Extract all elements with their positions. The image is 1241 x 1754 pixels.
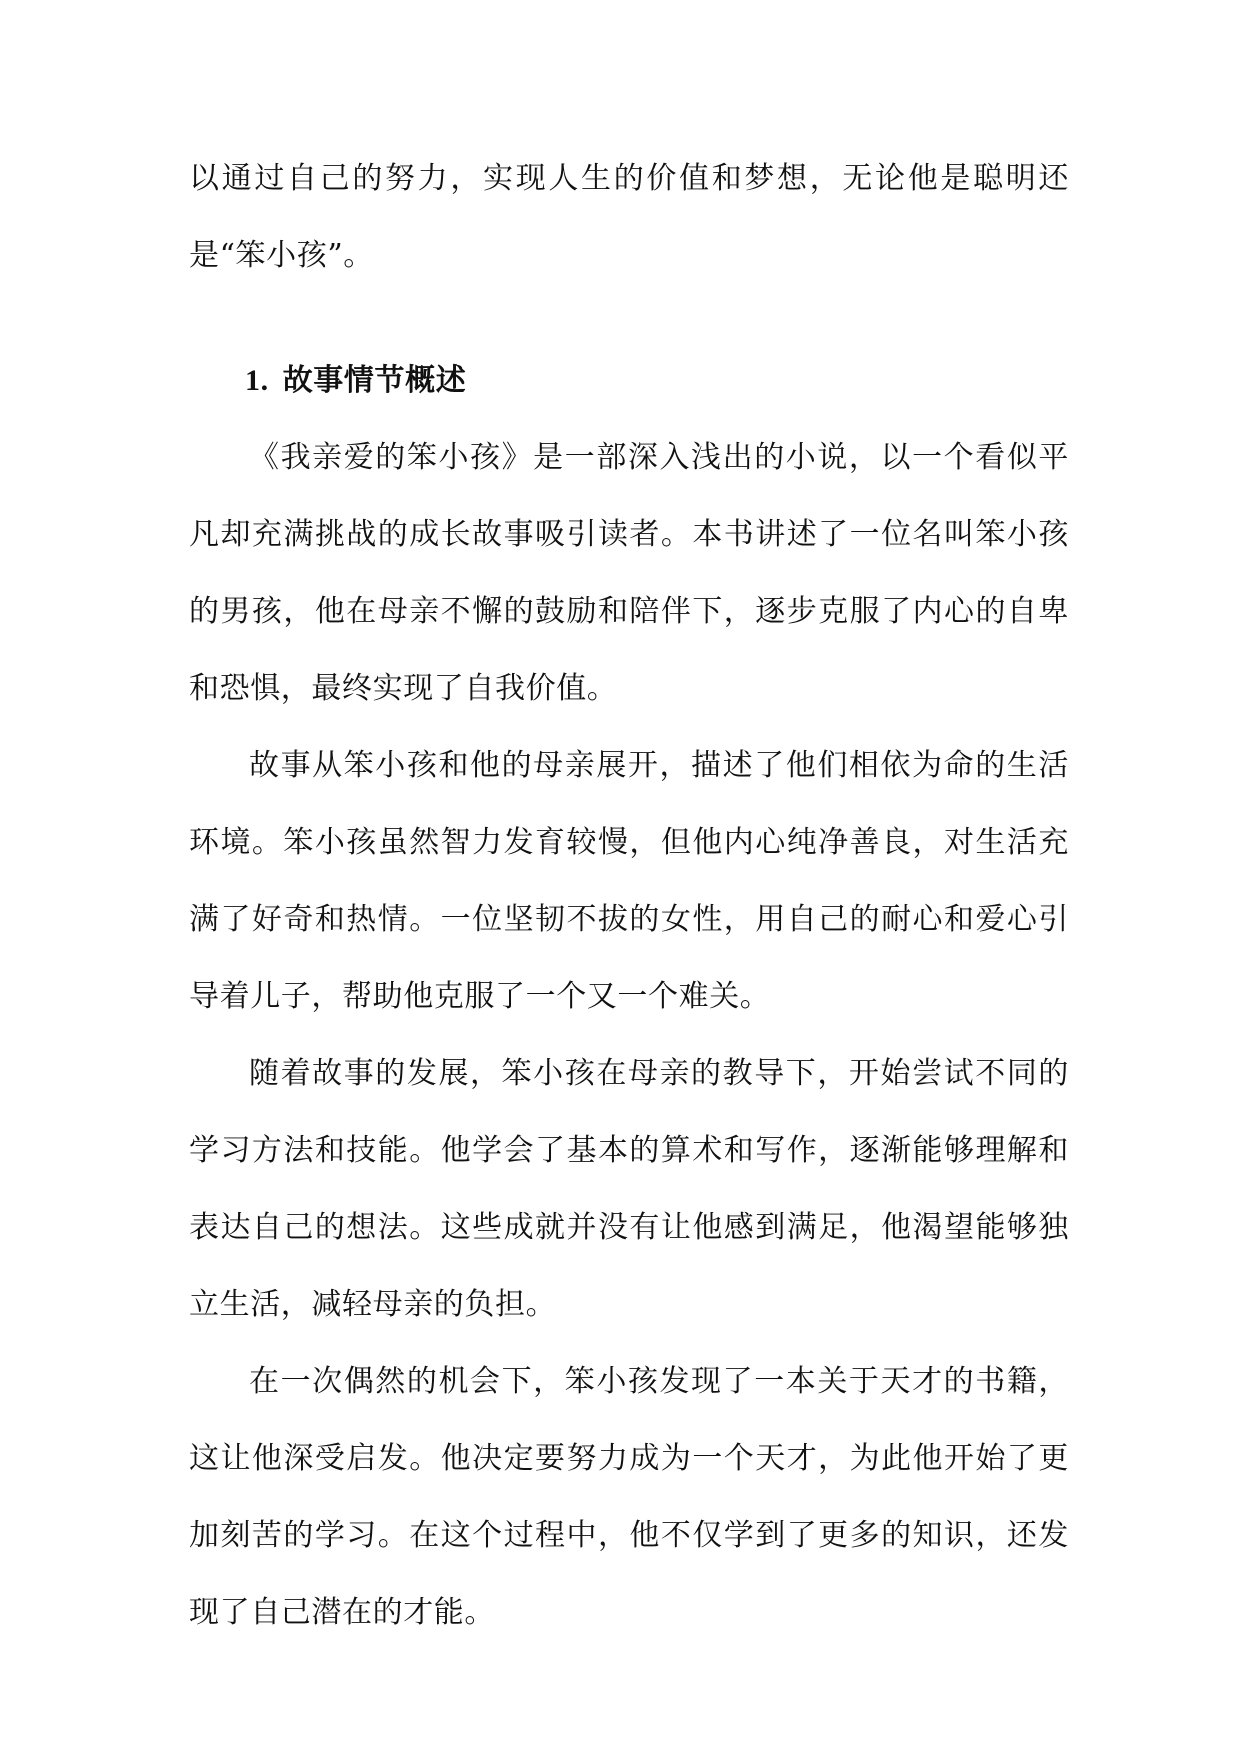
body-paragraph: 随着故事的发展，笨小孩在母亲的教导下，开始尝试不同的学习方法和技能。他学会了基本的算术和写作，逐渐能够理解和表达自己的想法。这些成就并没有让他感到满足，他渴望能够独立生活，减轻母亲的负担。 [189, 1056, 1069, 1322]
section-number: 1. [245, 364, 269, 397]
section-heading [189, 342, 1069, 419]
body-paragraph: 故事从笨小孩和他的母亲展开，描述了他们相依为命的生活环境。笨小孩虽然智力发育较慢，但他内心纯净善良，对生活充满了好奇和热情。一位坚韧不拔的女性，用自己的耐心和爱心引导着儿子，帮助他克服了一个又一个难关。 [189, 748, 1069, 1014]
body-paragraph: 《我亲爱的笨小孩》是一部深入浅出的小说，以一个看似平凡却充满挑战的成长故事吸引读者。本书讲述了一位名叫笨小孩的男孩，他在母亲不懈的鼓励和陪伴下，逐步克服了内心的自卑和恐惧，最终实现了自我价值。 [189, 440, 1069, 706]
intro-continuation-paragraph: 以通过自己的努力，实现人生的价值和梦想，无论他是聪明还是“笨小孩”。 [189, 161, 1069, 273]
section-title: 故事情节概述 [282, 363, 467, 398]
body-paragraph: 在一次偶然的机会下，笨小孩发现了一本关于天才的书籍，这让他深受启发。他决定要努力成为一个天才，为此他开始了更加刻苦的学习。在这个过程中，他不仅学到了更多的知识，还发现了自己潜在的才能。 [189, 1364, 1069, 1630]
document-body [189, 140, 1069, 1651]
